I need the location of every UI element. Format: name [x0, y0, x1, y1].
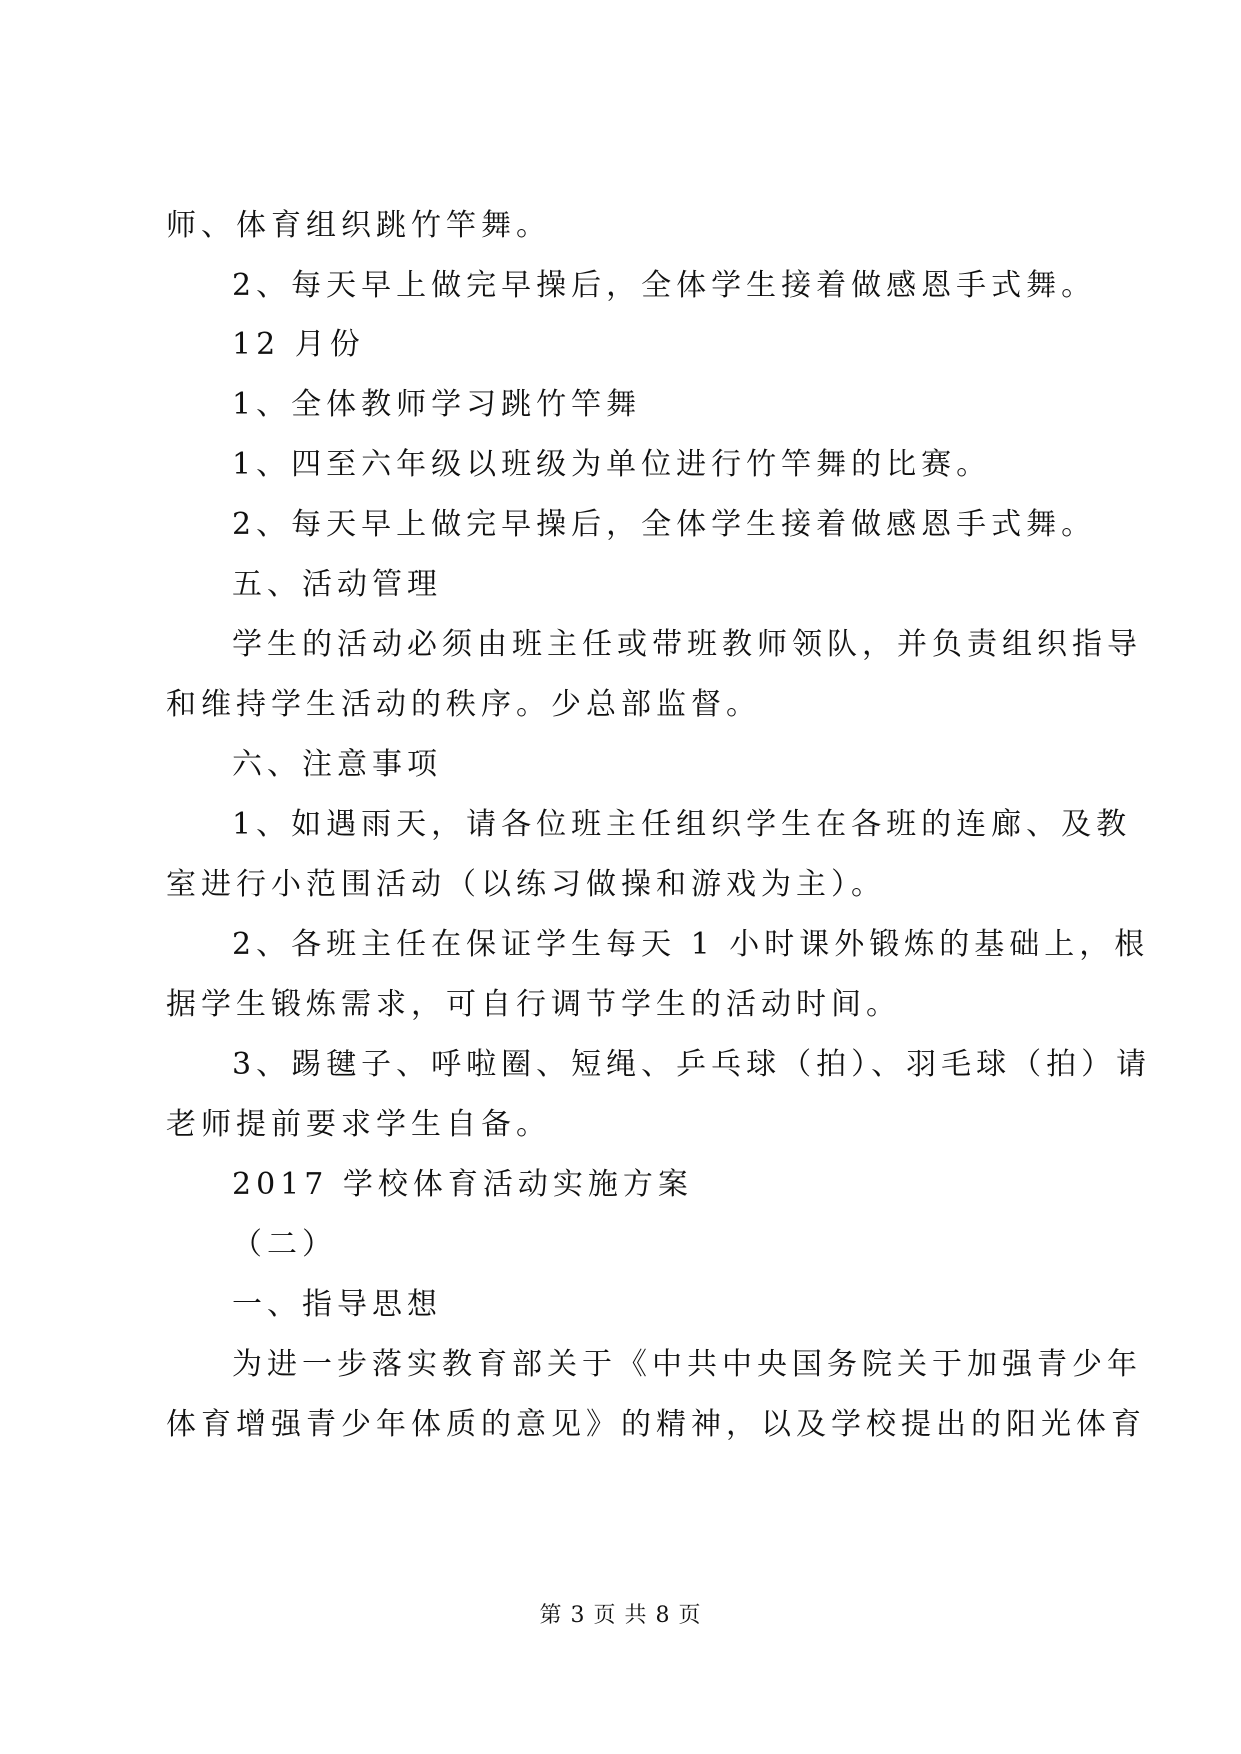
text-line-21: 体育增强青少年体质的意见》的精神，以及学校提出的阳光体育 — [166, 1407, 1146, 1442]
section-heading-activity-management: 五、活动管理 — [232, 567, 442, 602]
text-line-2: 2、每天早上做完早操后，全体学生接着做感恩手式舞。 — [232, 268, 1097, 303]
text-line-3: 12 月份 — [232, 327, 365, 362]
section-heading-notes: 六、注意事项 — [232, 747, 442, 782]
text-line-5: 1、四至六年级以班级为单位进行竹竿舞的比赛。 — [232, 447, 992, 482]
text-line-1: 师、体育组织跳竹竿舞。 — [166, 208, 551, 243]
text-line-20: 为进一步落实教育部关于《中共中央国务院关于加强青少年 — [232, 1347, 1142, 1382]
text-line-8: 学生的活动必须由班主任或带班教师领队，并负责组织指导 — [232, 627, 1142, 662]
text-line-15: 3、踢毽子、呼啦圈、短绳、乒乓球（拍）、羽毛球（拍）请 — [232, 1047, 1152, 1082]
document-subtitle: 2017 学校体育活动实施方案 — [232, 1167, 693, 1202]
text-line-16: 老师提前要求学生自备。 — [166, 1107, 551, 1142]
text-line-6: 2、每天早上做完早操后，全体学生接着做感恩手式舞。 — [232, 507, 1097, 542]
text-line-12: 室进行小范围活动（以练习做操和游戏为主）。 — [166, 867, 886, 902]
text-line-9: 和维持学生活动的秩序。少总部监督。 — [166, 687, 761, 722]
text-line-14: 据学生锻炼需求，可自行调节学生的活动时间。 — [166, 987, 901, 1022]
text-line-4: 1、全体教师学习跳竹竿舞 — [232, 387, 642, 422]
document-part-number: （二） — [232, 1227, 337, 1262]
text-line-13: 2、各班主任在保证学生每天 1 小时课外锻炼的基础上，根 — [232, 927, 1150, 962]
page-number-footer: 第 3 页 共 8 页 — [539, 1603, 702, 1628]
text-line-11: 1、如遇雨天，请各位班主任组织学生在各班的连廊、及教 — [232, 807, 1132, 842]
section-heading-guiding-ideology: 一、指导思想 — [232, 1287, 442, 1322]
